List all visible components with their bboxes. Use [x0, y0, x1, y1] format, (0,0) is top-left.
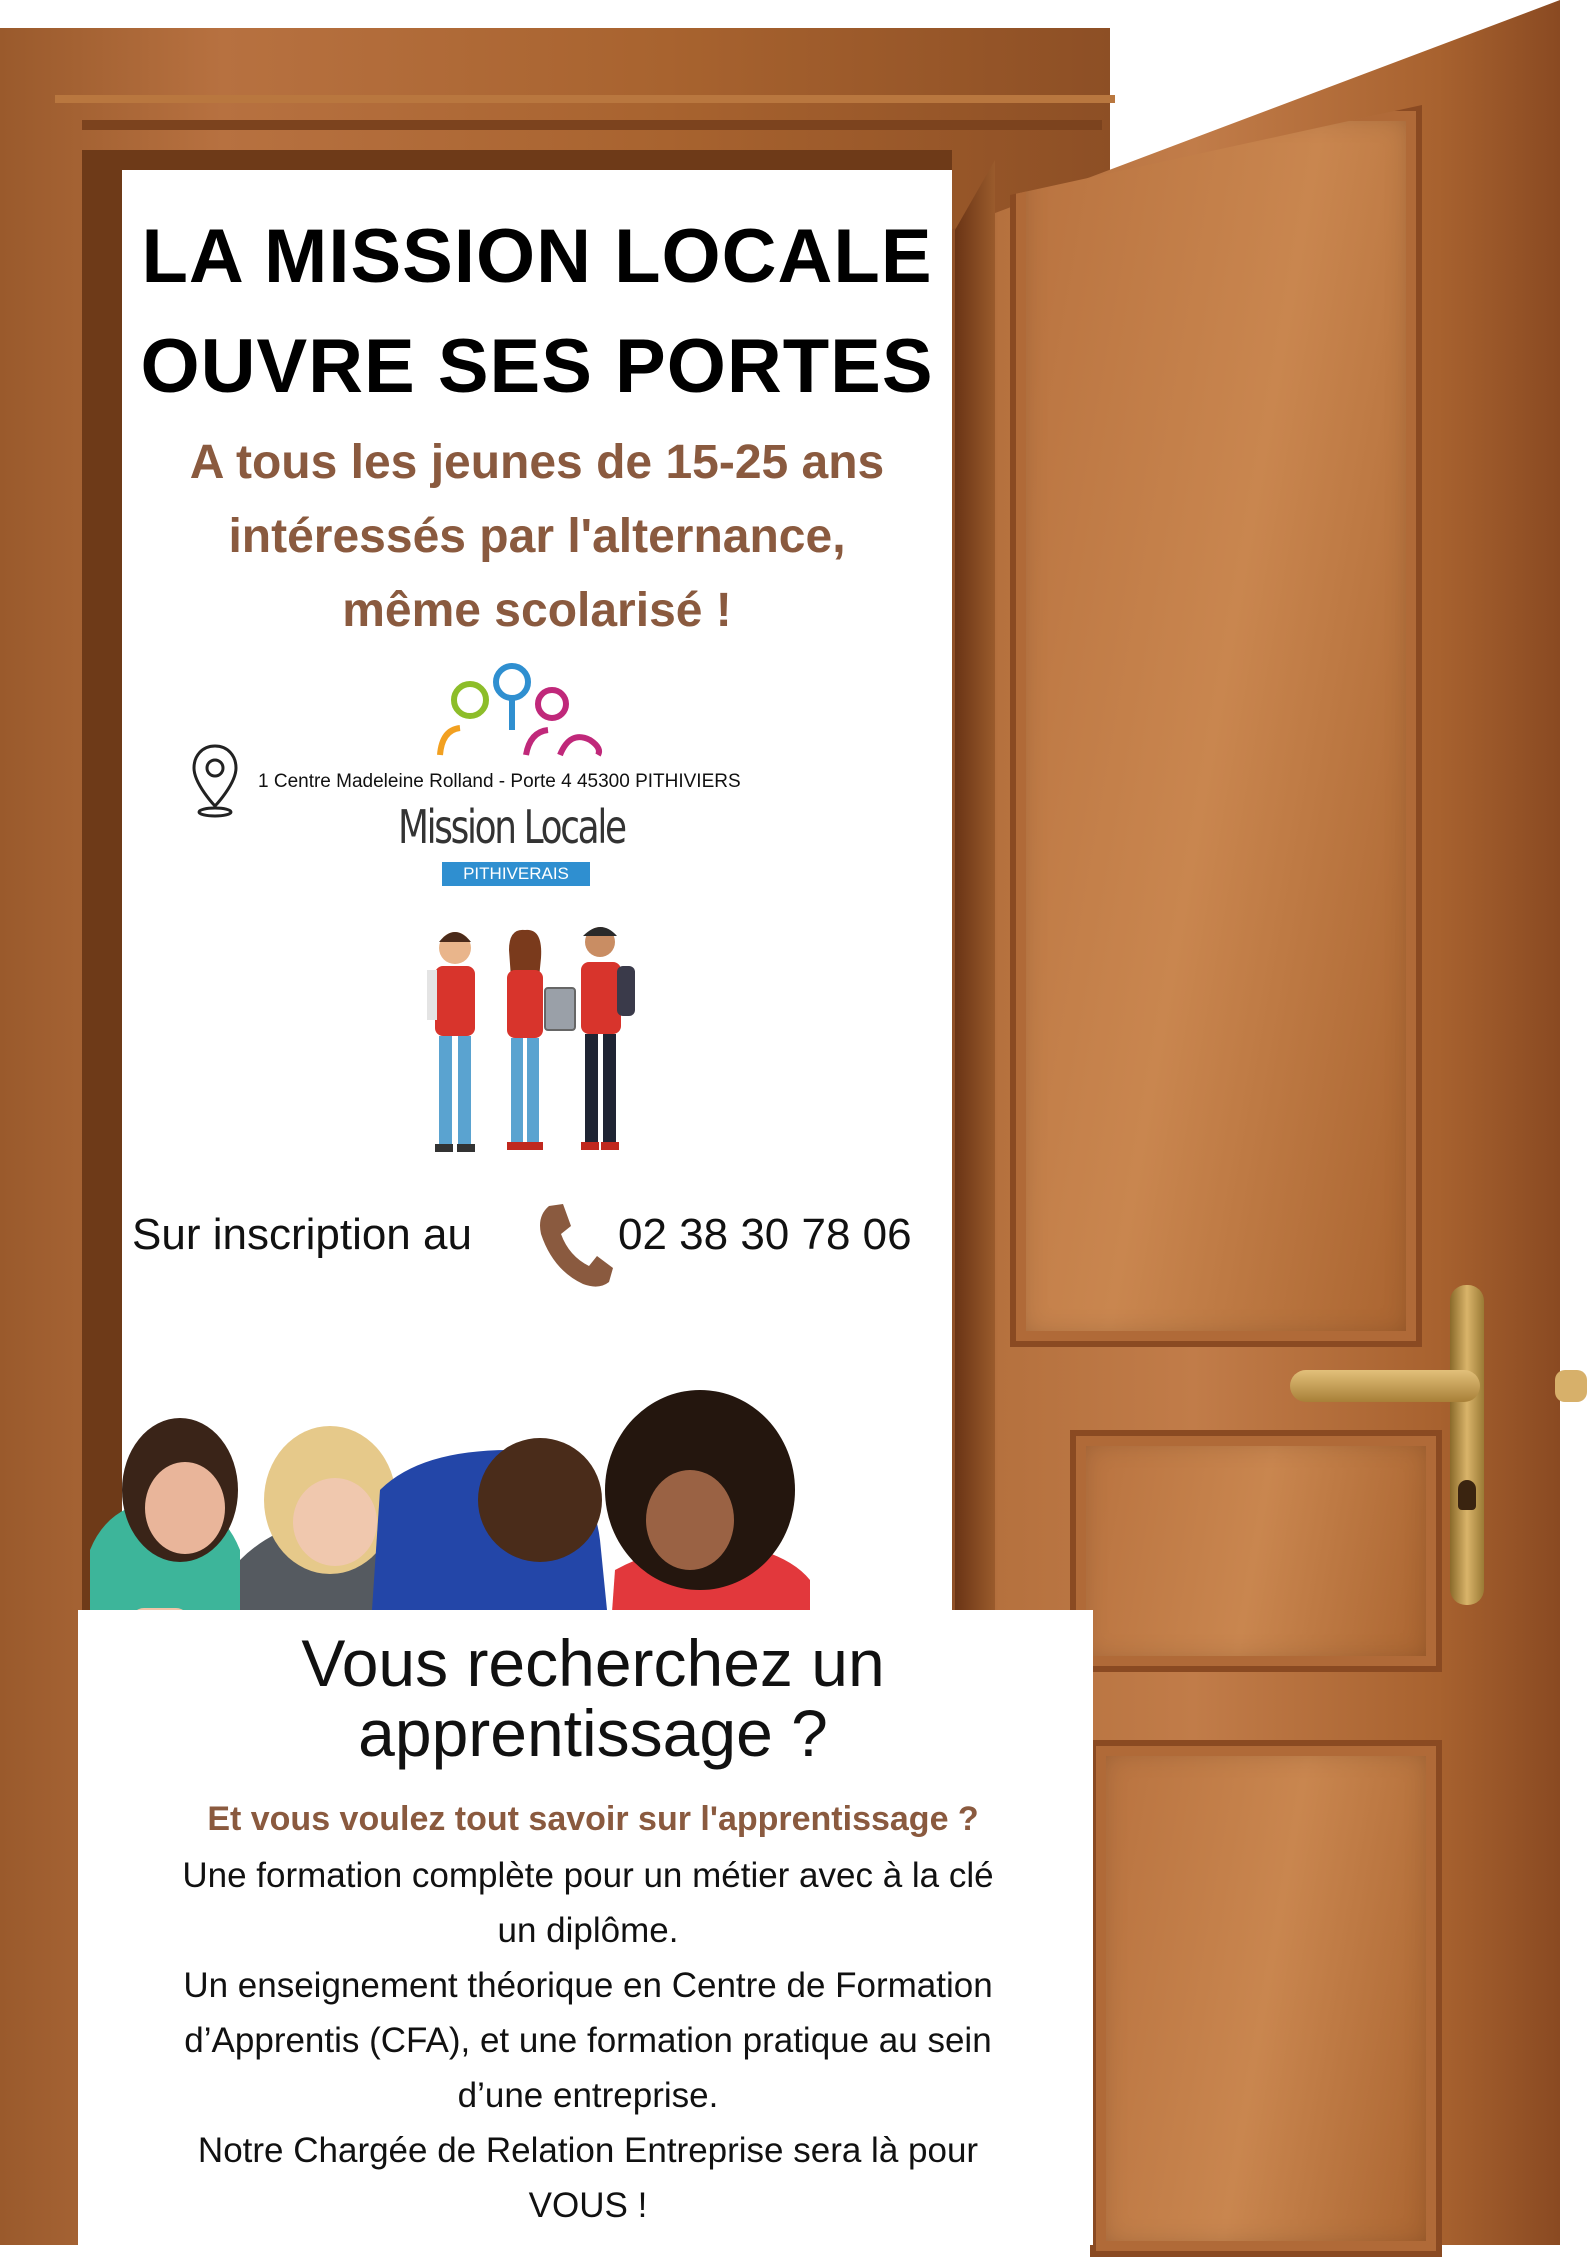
subtitle-line-3: même scolarisé !	[342, 584, 732, 637]
card-body	[88, 1848, 1088, 2233]
door-panel-upper	[1010, 105, 1422, 1347]
card-body-line: Notre Chargée de Relation Entreprise sera là pour	[197, 2131, 979, 2170]
door-panel-middle	[1070, 1430, 1442, 1672]
card-body-line: d’Apprentis (CFA), et une formation pratique au sein	[184, 2021, 992, 2060]
card-body-line: un diplôme.	[497, 1911, 679, 1950]
keyhole-icon	[1458, 1480, 1476, 1510]
door-handle	[1290, 1370, 1480, 1402]
org-badge: PITHIVERAIS	[442, 862, 590, 886]
frame-molding	[55, 95, 1115, 103]
door-latch	[1555, 1370, 1587, 1402]
frame-molding-inner	[82, 120, 1102, 130]
door-panel-lower	[1090, 1740, 1442, 2257]
card-body-line: d’une entreprise.	[457, 2076, 719, 2115]
mission-locale-logo	[430, 660, 610, 760]
card-question-line-2: apprentissage ?	[358, 1696, 828, 1770]
address: 1 Centre Madeleine Rolland - Porte 4 45300 PITHIVIERS	[258, 771, 741, 792]
org-name: Mission Locale	[398, 800, 625, 854]
card-lead: Et vous voulez tout savoir sur l'apprentissage ?	[207, 1800, 979, 1838]
subtitle-line-2: intéressés par l'alternance,	[228, 510, 846, 563]
card-body-line: Une formation complète pour un métier avec à la clé	[182, 1856, 994, 1895]
card-question-line-1: Vous recherchez un	[301, 1626, 885, 1700]
location-pin-icon	[190, 742, 240, 820]
students-illustration	[405, 918, 655, 1178]
kids-peeking-photo	[90, 1380, 1080, 1640]
card-question	[78, 1628, 1108, 1768]
card-body-line: Un enseignement théorique en Centre de Formation	[183, 1966, 993, 2005]
phone-icon	[535, 1200, 615, 1290]
door-handle-plate	[1450, 1285, 1484, 1605]
title-line-2: OUVRE SES PORTES	[140, 324, 934, 409]
phone-number: 02 38 30 78 06	[618, 1210, 912, 1259]
inscription-label: Sur inscription au	[132, 1210, 472, 1259]
subtitle-line-1: A tous les jeunes de 15-25 ans	[189, 436, 885, 489]
title-line-1: LA MISSION LOCALE	[141, 214, 933, 299]
card-body-line: VOUS !	[528, 2186, 648, 2225]
